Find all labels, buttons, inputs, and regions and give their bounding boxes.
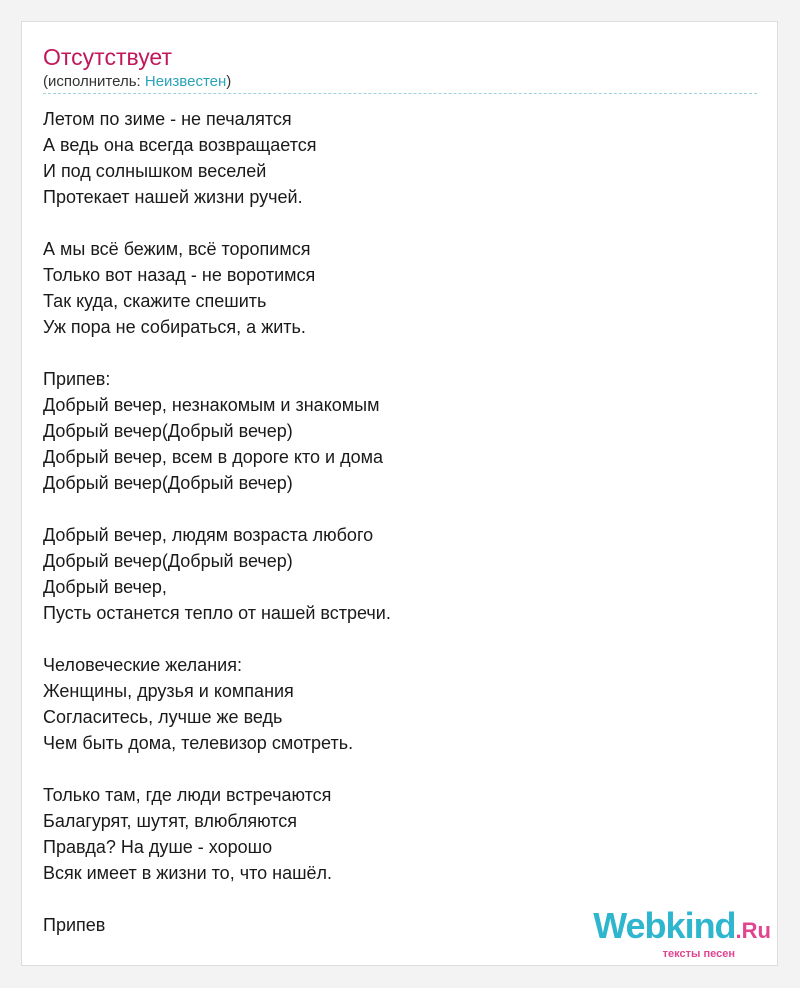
lyric-line: Балагурят, шутят, влюбляются xyxy=(43,811,297,831)
logo-main-text: Webkind xyxy=(593,905,736,946)
artist-line xyxy=(43,73,231,91)
logo-wordmark xyxy=(593,905,771,949)
lyric-line: Женщины, друзья и компания xyxy=(43,681,294,701)
artist-prefix: (исполнитель: xyxy=(43,73,145,90)
lyric-line: Только там, где люди встречаются xyxy=(43,785,332,805)
chorus-label: Припев: xyxy=(43,369,111,389)
lyric-line: Добрый вечер, людям возраста любого xyxy=(43,525,374,545)
stanza xyxy=(43,106,757,210)
lyric-line: А мы всё бежим, всё торопимся xyxy=(43,239,311,259)
logo-tagline: тексты песен xyxy=(662,948,735,960)
lyric-line: Добрый вечер, xyxy=(43,577,167,597)
lyric-line: Летом по зиме - не печалятся xyxy=(43,109,292,129)
lyric-line: Добрый вечер(Добрый вечер) xyxy=(43,421,293,441)
lyric-line: Пусть останется тепло от нашей встречи. xyxy=(43,603,391,623)
title-divider xyxy=(43,93,757,94)
lyric-line: Всяк имеет в жизни то, что нашёл. xyxy=(43,863,333,883)
stanza xyxy=(43,522,757,626)
lyric-line: Добрый вечер, незнакомым и знакомым xyxy=(43,395,380,415)
lyric-line: Правда? На душе - хорошо xyxy=(43,837,273,857)
stanza xyxy=(43,782,757,886)
chorus-label: Припев xyxy=(43,915,106,935)
lyric-line: Протекает нашей жизни ручей. xyxy=(43,187,303,207)
lyric-line: Только вот назад - не воротимся xyxy=(43,265,316,285)
lyrics-text xyxy=(43,106,757,938)
lyric-line: Добрый вечер, всем в дороге кто и дома xyxy=(43,447,384,467)
logo-tld: .Ru xyxy=(735,918,771,943)
lyric-line: Согласитесь, лучше же ведь xyxy=(43,707,283,727)
lyric-line: Чем быть дома, телевизор смотреть. xyxy=(43,733,354,753)
lyrics-card xyxy=(21,21,778,966)
lyric-line: Добрый вечер(Добрый вечер) xyxy=(43,551,293,571)
stanza xyxy=(43,366,757,496)
stanza xyxy=(43,652,757,756)
artist-link[interactable]: Неизвестен xyxy=(144,73,227,90)
artist-suffix: ) xyxy=(226,73,232,90)
lyric-line: Добрый вечер(Добрый вечер) xyxy=(43,473,293,493)
stanza xyxy=(43,236,757,340)
lyric-line: Так куда, скажите спешить xyxy=(43,291,267,311)
lyric-line: Человеческие желания: xyxy=(43,655,242,675)
lyric-line: А ведь она всегда возвращается xyxy=(43,135,317,155)
webkind-logo[interactable] xyxy=(593,905,771,960)
lyric-line: Уж пора не собираться, а жить. xyxy=(43,317,306,337)
song-title: Отсутствует xyxy=(43,44,172,70)
lyric-line: И под солнышком веселей xyxy=(43,161,267,181)
